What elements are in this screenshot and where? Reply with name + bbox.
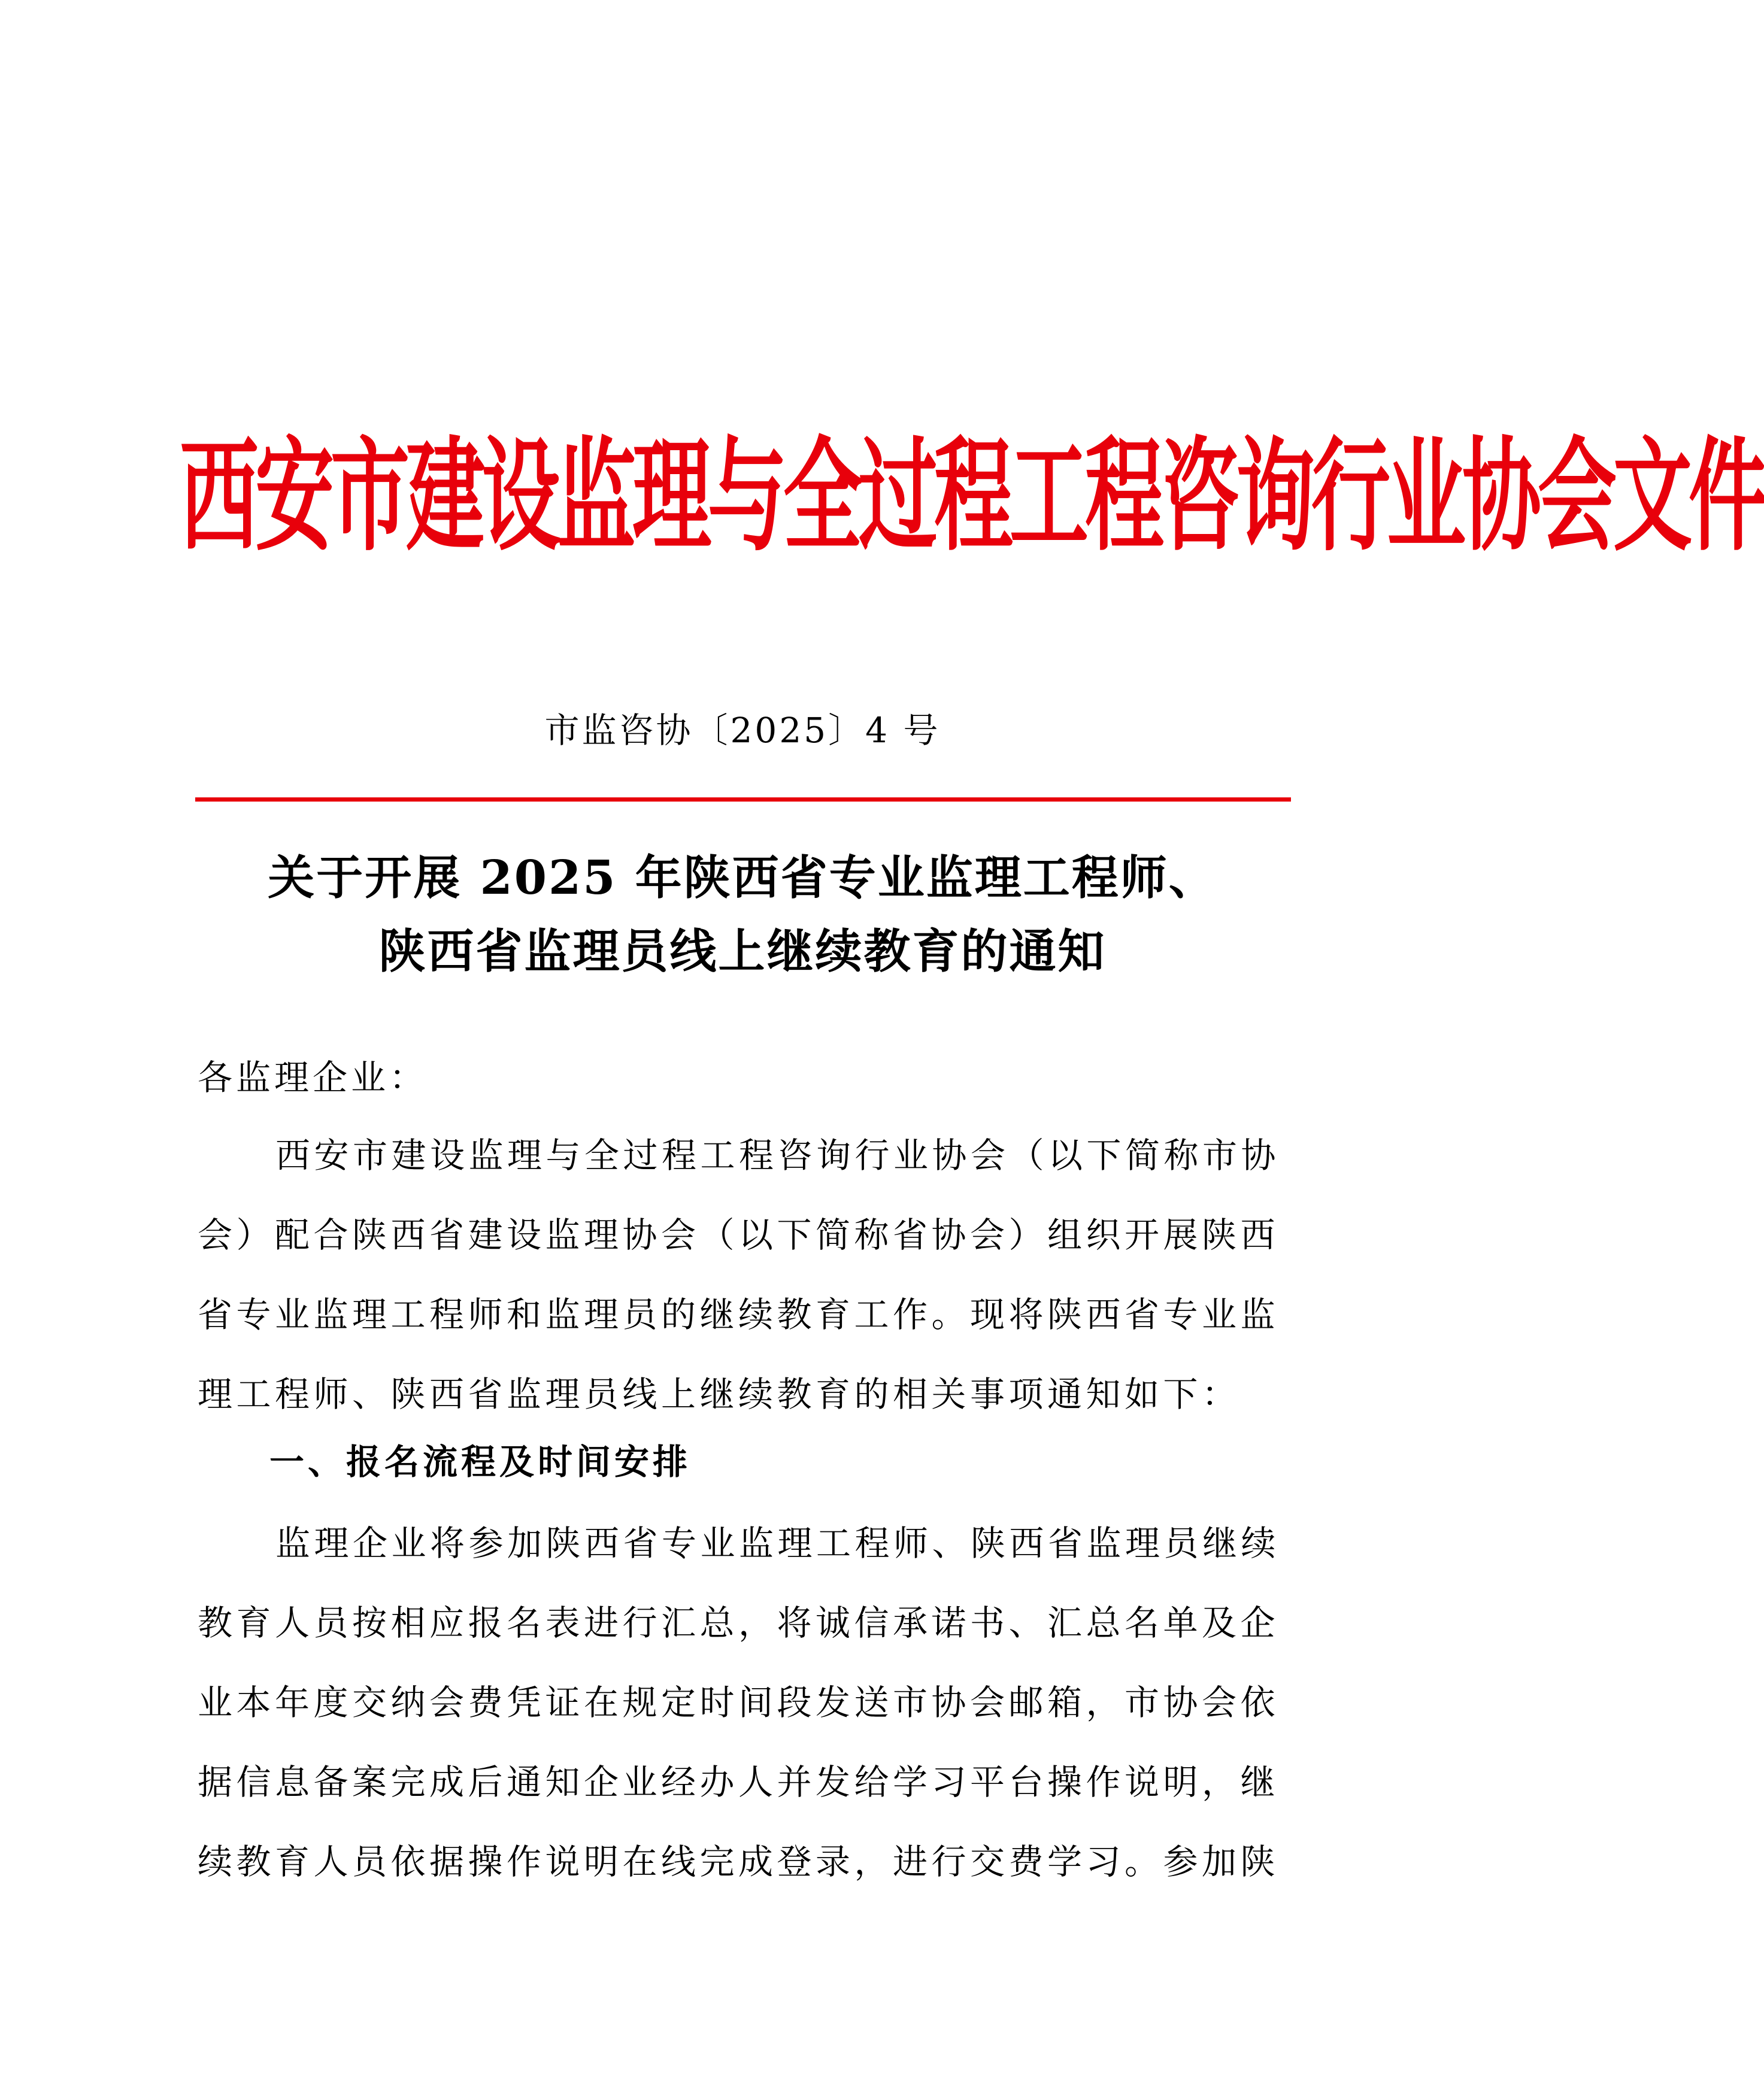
header-divider (195, 797, 1291, 802)
paragraph-line: 理工程师、陕西省监理员线上继续教育的相关事项通知如下： (198, 1374, 1241, 1415)
notice-title-line-1: 关于开展 2025 年陕西省专业监理工程师、 (268, 851, 1217, 905)
paragraph-line: 教育人员按相应报名表进行汇总，将诚信承诺书、汇总名单及企 (198, 1603, 1280, 1643)
org-header-title: 西安市建设监理与全过程工程咨询行业协会文件 (180, 425, 1764, 569)
paragraph-line: 续教育人员依据操作说明在线完成登录，进行交费学习。参加陕 (198, 1841, 1280, 1882)
section-heading-1: 一、报名流程及时间安排 (269, 1442, 692, 1482)
paragraph-line: 业本年度交纳会费凭证在规定时间段发送市协会邮箱，市协会依 (198, 1682, 1280, 1723)
paragraph-line: 据信息备案完成后通知企业经办人并发给学习平台操作说明，继 (198, 1762, 1280, 1802)
notice-title-line-2: 陕西省监理员线上继续教育的通知 (378, 924, 1107, 979)
salutation: 各监理企业： (198, 1057, 428, 1098)
paragraph-line: 西安市建设监理与全过程工程咨询行业协会（以下简称市协 (275, 1135, 1280, 1176)
paragraph-line: 省专业监理工程师和监理员的继续教育工作。现将陕西省专业监 (198, 1294, 1280, 1335)
paragraph-line: 会）配合陕西省建设监理协会（以下简称省协会）组织开展陕西 (198, 1215, 1280, 1255)
paragraph-line: 监理企业将参加陕西省专业监理工程师、陕西省监理员继续 (275, 1523, 1280, 1564)
document-number: 市监咨协〔2025〕4 号 (544, 710, 941, 751)
